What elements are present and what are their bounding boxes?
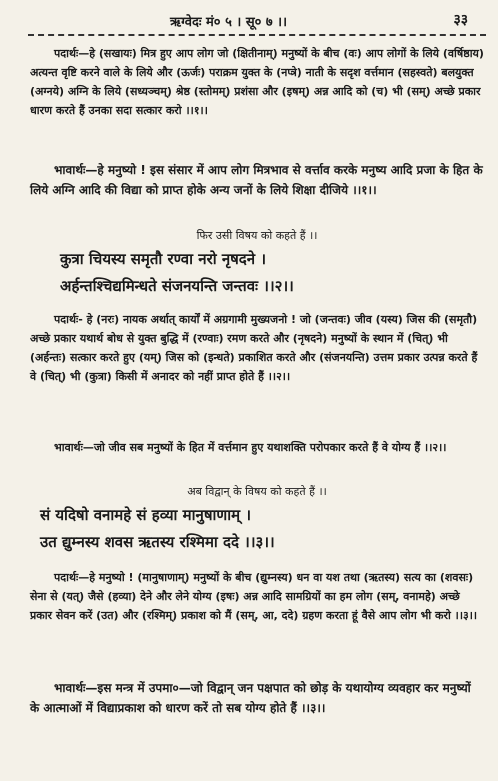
mantra-line: कुत्रा चियस्य समृतौ रण्वा नरो नृषदने ।: [60, 250, 267, 268]
intro-1: [30, 228, 484, 243]
bhavarth-label: भावार्थः: [54, 441, 83, 454]
bhavarth-text: —हे मनुष्यो ! इस संसार में आप लोग मित्रभाव से वर्त्ताव करके मनुष्य आदि प्रजा के हित के लिये अग्नि आदि की विद्या को प्राप्त होके अन्य जनों के लिये शिक्षा दीजिये ।।१।।: [30, 163, 483, 197]
padarth-3: [30, 568, 484, 625]
padarth-2: [30, 310, 484, 386]
padarth-text: - हे (नरः) नायक अर्थात् कार्यों में अग्रगामी मुख्यजनो ! जो (जन्तवः) जीव (यस्य) जिस की (समृतौ) अच्छे प्रकार यथार्थ बोध से युक्त बुद्धि में (रण्वाः) रमण करते और (नृषदने) मनुष्यों के स्थान में (चित्) भी (अर्हन्तः) सत्कार करते हुए (यम्) जिस को (इन्धते) प्रकाशित करते और (संजनयन्ति) उत्तम प्रकार उत्पन्न करते हैं वे (चित्) भी (कुत्रा) किसी में अनादर को नहीं प्राप्त होते हैं ।।२।।: [30, 313, 478, 383]
intro-2: [30, 484, 484, 499]
bhavarth-1: [30, 160, 484, 200]
header-divider: [28, 34, 486, 36]
mantra-line: सं यदिषो वनामहे सं हव्या मानुषाणाम् ।: [40, 506, 252, 524]
padarth-label: पदार्थः: [54, 571, 79, 584]
mantra-line: उत द्युम्नस्य शवस ऋतस्य रश्मिमा ददे ।।३।।: [40, 533, 275, 551]
bhavarth-3: [30, 678, 484, 718]
padarth-text: —हे (सखायः) मित्र हुए आप लोग जो (क्षितीनाम्) मनुष्यों के बीच (वः) आप लोगों के लिये (वर्षिष्ठाय) अत्यन्त वृष्टि करने वाले के लिये और (ऊर्जः) पराक्रम युक्त के (नप्त्रे) नाती के सदृश वर्त्तमान (सहस्वते) बलयुक्त (अग्नये) अग्नि के लिये (सध्यञ्चम्) श्रेष्ठ (स्तोमम्) प्रशंसा और (इषम्) अन्न आदि को (च) भी (सम्) अच्छे प्रकार धारण करते हैं उनका सदा सत्कार करो ।।१।।: [30, 47, 484, 117]
padarth-1: [30, 44, 484, 120]
bhavarth-text: —जो जीव सब मनुष्यों के हित में वर्त्तमान हुए यथाशक्ति परोपकार करते हैं वे योग्य हैं ।।२।।: [82, 441, 447, 454]
intro-text: अब विद्वान् के विषय को कहते हैं ।।: [187, 485, 327, 498]
mantra-1: [60, 246, 484, 300]
mantra-line: अर्हन्तश्चिद्यमिन्धते संजनयन्ति जन्तवः ।।२।।: [60, 277, 294, 295]
page-number: ३३: [453, 12, 468, 28]
padarth-label: पदार्थः: [54, 47, 79, 60]
bhavarth-text: —इस मन्त्र में उपमा०—जो विद्वान् जन पक्षपात को छोड़ के यथायोग्य व्यवहार कर मनुष्यों के आत्माओं में विद्याप्रकाश को धारण करें तो सब योग्य होते हैं ।।३।।: [30, 681, 471, 715]
bhavarth-2: [30, 438, 484, 457]
bhavarth-label: भावार्थः: [54, 681, 86, 695]
padarth-label: पदार्थः: [54, 313, 79, 326]
running-title: ऋग्वेदः मं० ५ । सू० ७ ।।: [170, 15, 288, 30]
page-header: [30, 10, 478, 32]
intro-text: फिर उसी विषय को कहते हैं ।।: [196, 229, 318, 242]
bhavarth-label: भावार्थः: [54, 163, 86, 177]
mantra-2: [40, 502, 484, 556]
padarth-text: —हे मनुष्यो ! (मानुषाणाम्) मनुष्यों के बीच (द्युम्नस्य) धन वा यश तथा (ऋतस्य) सत्य का (शवसः) सेना से (यत्) जैसे (हव्या) देने और लेने योग्य (इषः) अन्न आदि सामग्रियों का हम लोग (सम्, वनामहे) अच्छे प्रकार सेवन करें (उत) और (रश्मिम्) प्रकाश को मैं (सम्, आ, ददे) ग्रहण करता हूं वैसे आप लोग भी करो ।।३।।: [30, 571, 478, 622]
